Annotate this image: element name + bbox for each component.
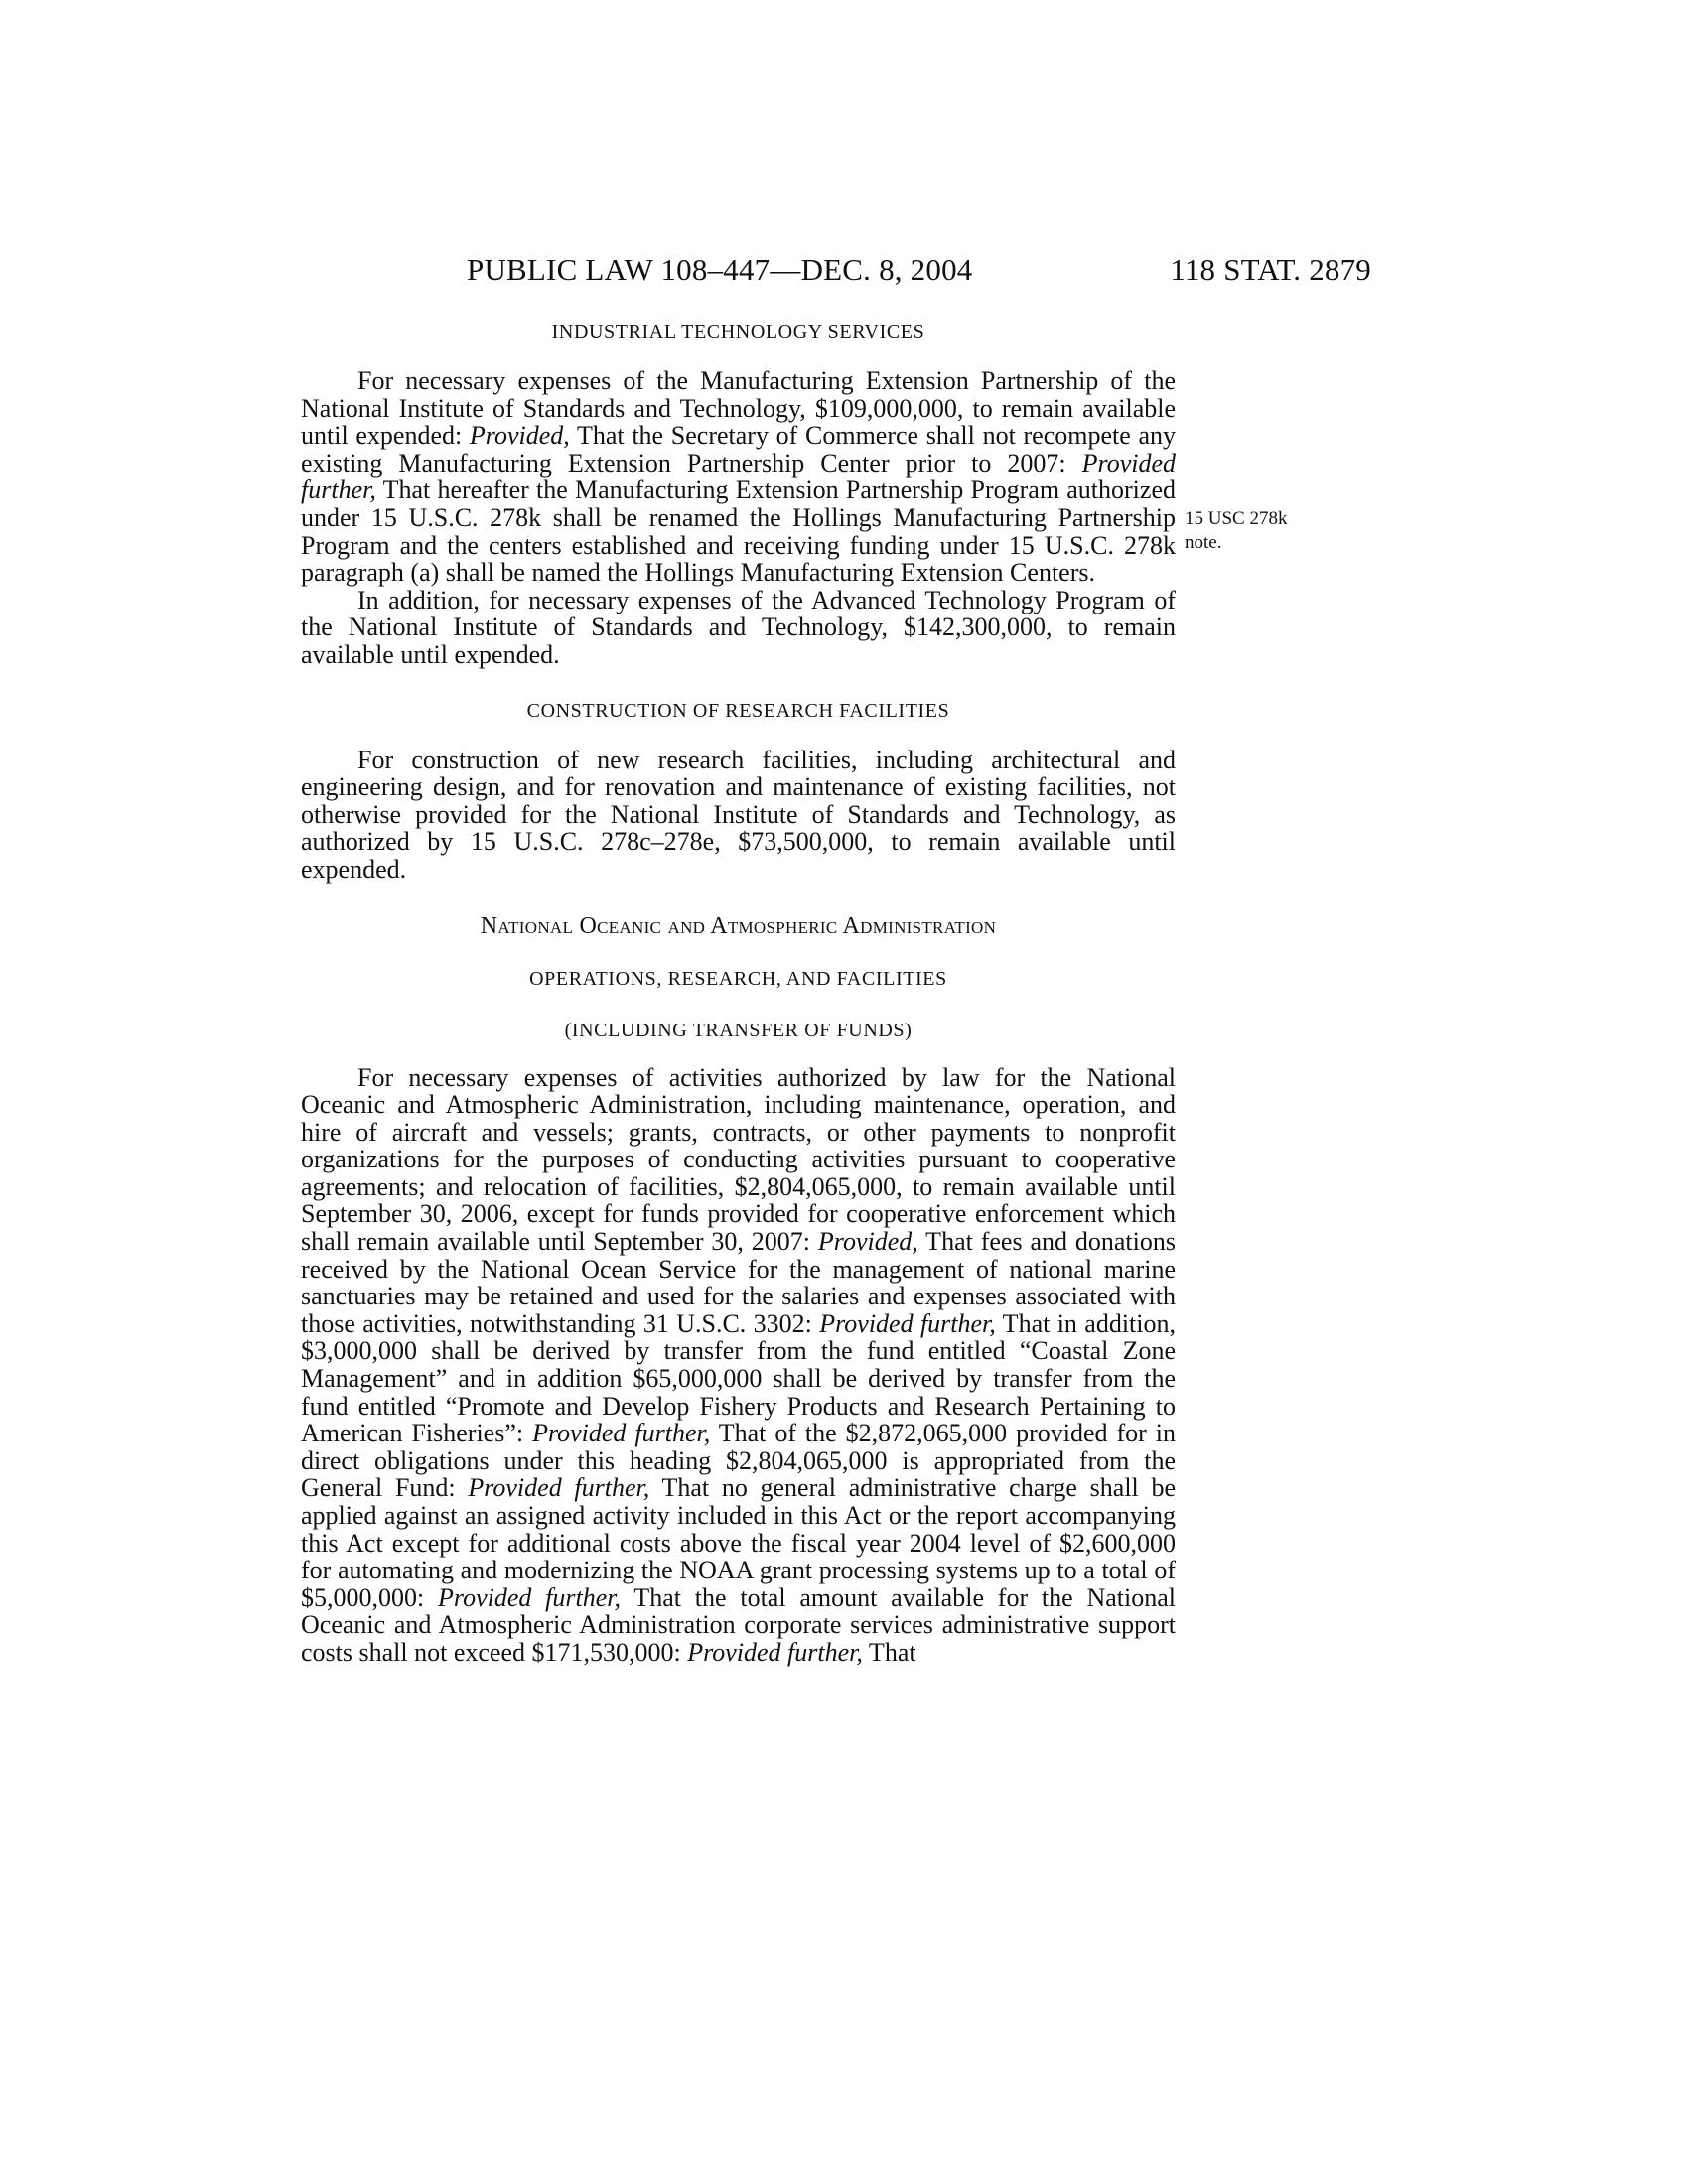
text-segment: That in addition, $3,000,000 shall be derived by transfer from the fund entitled “Coastal Zone Management” and in addition $65,000,000 shall be derived by transfer from the fund entitled “Promote and Develop Fishery Products and Research Pertaining to American Fisheries”: (301, 1308, 1176, 1448)
margin-note (1185, 507, 1353, 555)
proviso-italic: Provided further, (819, 1308, 996, 1338)
page-header (467, 252, 1371, 292)
section-heading-industrial-technology-services: INDUSTRIAL TECHNOLOGY SERVICES (551, 321, 925, 342)
agency-heading-noaa: National Oceanic and Atmospheric Administration (480, 912, 997, 939)
text-segment: That hereafter the Manufacturing Extension Partnership Program authorized under 15 U.S.C. 278k shall be renamed the Hollings Manufacturing Partnership Program and the centers established and receiving funding under 15 U.S.C. 278k paragraph (a) shall be named the Hollings Manufacturing Extension Centers. (301, 476, 1176, 588)
text-segment: That no general administrative charge shall be applied against an assigned activity included in this Act or the report accompanying this Act except for additional costs above the fiscal year 2004 level of $2,600,000 for automating and modernizing the NOAA grant processing systems up to a total of $5,000,000: (301, 1473, 1176, 1612)
proviso-italic: Provided further, (468, 1473, 650, 1503)
proviso-italic: Provided further, (438, 1582, 622, 1612)
proviso-italic: Provided, (469, 421, 570, 451)
section-subheading-transfer-of-funds: (INCLUDING TRANSFER OF FUNDS) (564, 1019, 913, 1041)
text-segment: That the total amount available for the National Oceanic and Atmospheric Administration corporate services administrative support costs shall not exceed $171,530,000: (301, 1582, 1176, 1667)
proviso-italic: Provided further, (301, 448, 1176, 505)
law-citation: PUBLIC LAW 108–447—DEC. 8, 2004 (467, 252, 973, 287)
text-segment: For necessary expenses of the Manufacturing Extension Partnership of the National Institute of Standards and Technology, $109,000,000, to remain available until expended: (301, 366, 1176, 451)
paragraph-manufacturing-extension (301, 367, 1176, 587)
section-heading-construction-of-research-facilities: CONSTRUCTION OF RESEARCH FACILITIES (526, 699, 950, 722)
text-segment: That the Secretary of Commerce shall not recompete any existing Manufacturing Extension Partnership Center prior to 2007: (301, 421, 1177, 478)
proviso-italic: Provided further, (532, 1419, 711, 1448)
section-heading-operations-research-facilities: OPERATIONS, RESEARCH, AND FACILITIES (529, 967, 947, 990)
text-segment: That of the $2,872,065,000 provided for in direct obligations under this heading $2,804,065,000 is appropriated from the General Fund: (301, 1419, 1176, 1503)
margin-note-suffix: note. (1185, 532, 1222, 553)
statute-page-number: 118 STAT. 2879 (1170, 252, 1371, 287)
paragraph-construction: For construction of new research facilities, including architectural and engineering design, and for renovation and maintenance of existing facilities, not otherwise provided for the National Institute of Standards and Technology, as authorized by 15 U.S.C. 278c–278e, $73,500,000, to remain available until expended. (301, 745, 1176, 884)
paragraph-noaa-operations (301, 1064, 1176, 1667)
paragraph-advanced-technology-program: In addition, for necessary expenses of the Advanced Technology Program of the National Institute of Standards and Technology, $142,300,000, to remain available until expended. (301, 585, 1176, 669)
margin-note-citation: 15 USC 278k (1185, 508, 1288, 529)
proviso-italic: Provided, (817, 1227, 918, 1257)
text-segment: That fees and donations received by the National Ocean Service for the management of national marine sanctuaries may be retained and used for the salaries and expenses associated with those activities, notwithstanding 31 U.S.C. 3302: (301, 1227, 1176, 1338)
text-segment: That (862, 1637, 916, 1667)
document-body (301, 318, 1176, 1667)
text-segment: For necessary expenses of activities authorized by law for the National Oceanic and Atmospheric Administration, including maintenance, operation, and hire of aircraft and vessels; grants, contracts, or other payments to nonprofit organizations for the purposes of conducting activities pursuant to cooperative agreements; and relocation of facilities, $2,804,065,000, to remain available until September 30, 2006, except for funds provided for cooperative enforcement which shall remain available until September 30, 2007: (301, 1062, 1176, 1257)
proviso-italic: Provided further, (687, 1637, 863, 1667)
